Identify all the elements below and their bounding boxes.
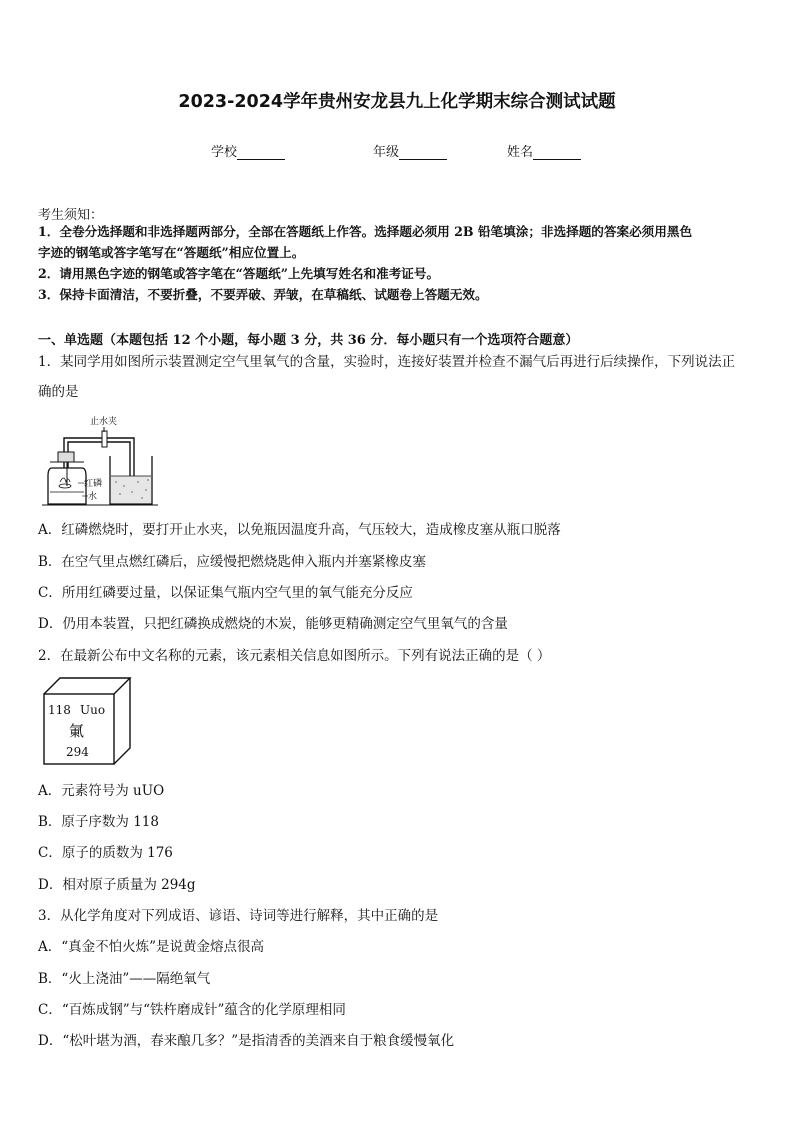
water-label: 水 bbox=[88, 492, 98, 502]
notice-line-3: 2．请用黑色字迹的钢笔或答字笔在“答题纸”上先填写姓名和准考证号。 bbox=[38, 266, 440, 281]
q2-option-a: A．元素符号为 uUO bbox=[38, 783, 165, 799]
school-label: 学校 bbox=[211, 145, 238, 160]
q2-option-c: C．原子的质数为 176 bbox=[38, 845, 173, 861]
grade-label: 年级 bbox=[373, 145, 400, 160]
q3-stem: 3．从化学角度对下列成语、谚语、诗词等进行解释，其中正确的是 bbox=[38, 908, 439, 924]
q2-option-d: D．相对原子质量为 294g bbox=[38, 877, 196, 893]
notice-heading: 考生须知： bbox=[38, 208, 104, 223]
notice-line-1: 1．全卷分选择题和非选择题两部分，全部在答题纸上作答。选择题必须用 2B 铅笔填涂；非选择题的答案必须用黑色 bbox=[38, 224, 693, 239]
page-title: 2023-2024学年贵州安龙县九上化学期末综合测试试题 bbox=[178, 92, 616, 112]
school-blank bbox=[237, 146, 285, 160]
q3-option-a: A．“真金不怕火炼”是说黄金熔点很高 bbox=[38, 939, 265, 955]
element-mass: 294 bbox=[66, 745, 89, 759]
element-number: 118 bbox=[48, 703, 71, 717]
q1-stem bbox=[38, 347, 760, 407]
q3-option-d: D．“松叶堪为酒，春来酿几多？”是指清香的美酒来自于粮食缓慢氧化 bbox=[38, 1033, 455, 1049]
grade-blank bbox=[399, 146, 447, 160]
q1-option-d: D．仍用本装置，只把红磷换成燃烧的木炭，能够更精确测定空气里氧气的含量 bbox=[38, 616, 508, 632]
section-title: 一、单选题（本题包括 12 个小题，每小题 3 分，共 36 分．每小题只有一个选项符合题意） bbox=[38, 333, 579, 348]
q1-option-c: C．所用红磷要过量，以保证集气瓶内空气里的氧气能充分反应 bbox=[38, 585, 413, 601]
notice-line-4: 3．保持卡面清洁，不要折叠，不要弄破、弄皱，在草稿纸、试题卷上答题无效。 bbox=[38, 287, 488, 302]
q3-option-b: B．“火上浇油”——隔绝氧气 bbox=[38, 971, 211, 987]
clamp-label: 止水夹 bbox=[90, 417, 118, 427]
notice-line-2: 字迹的钢笔或答字笔写在“答题纸”相应位置上。 bbox=[38, 245, 305, 260]
q3-option-c: C．“百炼成钢”与“铁杵磨成针”蕴含的化学原理相同 bbox=[38, 1002, 346, 1018]
phosphorus-label: 红磷 bbox=[84, 479, 103, 489]
q1-option-b: B．在空气里点燃红磷后，应缓慢把燃烧匙伸入瓶内并塞紧橡皮塞 bbox=[38, 554, 426, 570]
q1-option-a: A．红磷燃烧时，要打开止水夹，以免瓶因温度升高，气压较大，造成橡皮塞从瓶口脱落 bbox=[38, 522, 561, 538]
q1-stem-line-1: 1．某同学用如图所示装置测定空气里氧气的含量，实验时，连接好装置并检查不漏气后再进行后续操作，下列说法正 bbox=[38, 354, 736, 370]
q2-stem: 2．在最新公布中文名称的元素，该元素相关信息如图所示。下列有说法正确的是（ ） bbox=[38, 648, 551, 664]
apparatus-figure bbox=[38, 412, 160, 508]
name-field bbox=[507, 141, 581, 160]
grade-field bbox=[373, 141, 447, 160]
name-label: 姓名 bbox=[507, 145, 534, 160]
element-name: 氭 bbox=[69, 722, 85, 740]
element-cube bbox=[40, 676, 136, 768]
q2-option-b: B．原子序数为 118 bbox=[38, 814, 159, 830]
element-symbol: Uuo bbox=[80, 703, 106, 717]
school-field bbox=[211, 141, 285, 160]
name-blank bbox=[533, 146, 581, 160]
q1-stem-line-2: 确的是 bbox=[38, 384, 79, 400]
